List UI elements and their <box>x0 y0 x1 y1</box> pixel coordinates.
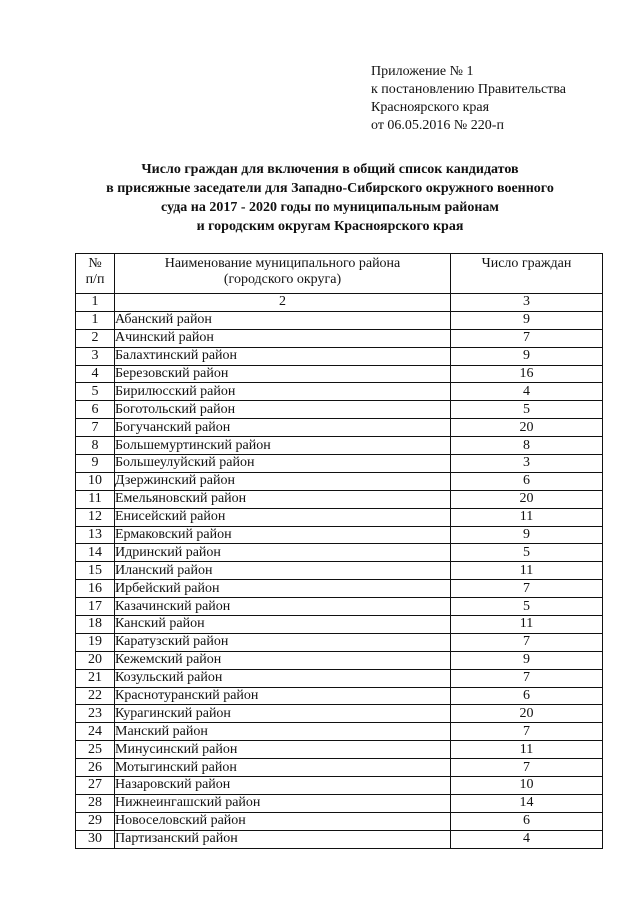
row-number: 20 <box>76 651 115 669</box>
table-row <box>76 580 603 598</box>
district-name: Каратузский район <box>115 633 451 651</box>
table-row <box>76 508 603 526</box>
row-number: 9 <box>76 455 115 473</box>
table-row <box>76 329 603 347</box>
district-name: Балахтинский район <box>115 347 451 365</box>
index-cell: 2 <box>115 294 451 312</box>
citizen-count: 16 <box>451 365 603 383</box>
table-row <box>76 401 603 419</box>
citizen-count: 5 <box>451 598 603 616</box>
citizen-count: 9 <box>451 651 603 669</box>
citizen-count: 6 <box>451 472 603 490</box>
row-number: 10 <box>76 472 115 490</box>
header-number-line1: № <box>88 256 102 271</box>
title-line: и городским округам Красноярского края <box>196 219 464 234</box>
district-name: Березовский район <box>115 365 451 383</box>
row-number: 28 <box>76 794 115 812</box>
district-name: Козульский район <box>115 669 451 687</box>
row-number: 30 <box>76 830 115 848</box>
table-row <box>76 812 603 830</box>
header-count <box>451 254 603 294</box>
table-row <box>76 490 603 508</box>
table-header-row <box>76 254 603 294</box>
district-name: Емельяновский район <box>115 490 451 508</box>
row-number: 12 <box>76 508 115 526</box>
table-index-row <box>76 294 603 312</box>
row-number: 23 <box>76 705 115 723</box>
table-row <box>76 472 603 490</box>
row-number: 11 <box>76 490 115 508</box>
row-number: 26 <box>76 759 115 777</box>
index-cell: 3 <box>451 294 603 312</box>
header-number <box>76 254 115 294</box>
appendix-line: от 06.05.2016 № 220-п <box>371 118 504 133</box>
table-row <box>76 687 603 705</box>
table-row <box>76 347 603 365</box>
district-name: Мотыгинский район <box>115 759 451 777</box>
row-number: 15 <box>76 562 115 580</box>
document-title <box>60 160 600 236</box>
header-number-line2: п/п <box>85 272 105 287</box>
table-row <box>76 723 603 741</box>
row-number: 14 <box>76 544 115 562</box>
citizen-count: 5 <box>451 401 603 419</box>
district-name: Идринский район <box>115 544 451 562</box>
row-number: 7 <box>76 419 115 437</box>
row-number: 1 <box>76 311 115 329</box>
table-row <box>76 437 603 455</box>
district-name: Богучанский район <box>115 419 451 437</box>
table-row <box>76 526 603 544</box>
citizen-count: 11 <box>451 508 603 526</box>
citizen-count: 11 <box>451 616 603 634</box>
district-name: Абанский район <box>115 311 451 329</box>
index-cell: 1 <box>76 294 115 312</box>
table-row <box>76 419 603 437</box>
header-name-line1: Наименование муниципального района <box>164 256 401 271</box>
table-row <box>76 794 603 812</box>
citizen-count: 5 <box>451 544 603 562</box>
table-row <box>76 562 603 580</box>
row-number: 22 <box>76 687 115 705</box>
citizen-count: 9 <box>451 347 603 365</box>
row-number: 3 <box>76 347 115 365</box>
row-number: 8 <box>76 437 115 455</box>
citizen-count: 4 <box>451 830 603 848</box>
citizen-count: 7 <box>451 759 603 777</box>
table-row <box>76 741 603 759</box>
district-name: Большеулуйский район <box>115 455 451 473</box>
row-number: 17 <box>76 598 115 616</box>
citizen-count: 20 <box>451 705 603 723</box>
row-number: 21 <box>76 669 115 687</box>
row-number: 13 <box>76 526 115 544</box>
table-row <box>76 759 603 777</box>
header-name <box>115 254 451 294</box>
district-name: Ачинский район <box>115 329 451 347</box>
row-number: 5 <box>76 383 115 401</box>
citizen-count: 20 <box>451 490 603 508</box>
citizen-count: 7 <box>451 329 603 347</box>
table-row <box>76 598 603 616</box>
district-name: Большемуртинский район <box>115 437 451 455</box>
row-number: 24 <box>76 723 115 741</box>
row-number: 6 <box>76 401 115 419</box>
row-number: 4 <box>76 365 115 383</box>
table-row <box>76 616 603 634</box>
appendix-line: к постановлению Правительства <box>371 82 567 97</box>
citizens-table <box>75 253 603 849</box>
citizen-count: 11 <box>451 562 603 580</box>
header-count-label: Число граждан <box>481 256 572 271</box>
district-name: Новоселовский район <box>115 812 451 830</box>
citizen-count: 7 <box>451 669 603 687</box>
table-row <box>76 383 603 401</box>
citizen-count: 8 <box>451 437 603 455</box>
citizen-count: 9 <box>451 526 603 544</box>
citizen-count: 6 <box>451 812 603 830</box>
table-row <box>76 830 603 848</box>
table-row <box>76 365 603 383</box>
district-name: Минусинский район <box>115 741 451 759</box>
citizen-count: 7 <box>451 580 603 598</box>
table-row <box>76 705 603 723</box>
appendix-block <box>371 63 566 135</box>
district-name: Партизанский район <box>115 830 451 848</box>
citizen-count: 11 <box>451 741 603 759</box>
appendix-line: Красноярского края <box>371 100 490 115</box>
row-number: 19 <box>76 633 115 651</box>
citizen-count: 10 <box>451 777 603 795</box>
table-row <box>76 669 603 687</box>
table-row <box>76 633 603 651</box>
district-name: Казачинский район <box>115 598 451 616</box>
district-name: Манский район <box>115 723 451 741</box>
appendix-line: Приложение № 1 <box>371 64 474 79</box>
table-row <box>76 544 603 562</box>
district-name: Енисейский район <box>115 508 451 526</box>
table-row <box>76 777 603 795</box>
citizen-count: 6 <box>451 687 603 705</box>
row-number: 29 <box>76 812 115 830</box>
row-number: 27 <box>76 777 115 795</box>
citizen-count: 3 <box>451 455 603 473</box>
citizen-count: 7 <box>451 633 603 651</box>
district-name: Ермаковский район <box>115 526 451 544</box>
district-name: Нижнеингашский район <box>115 794 451 812</box>
district-name: Кежемский район <box>115 651 451 669</box>
citizen-count: 20 <box>451 419 603 437</box>
row-number: 18 <box>76 616 115 634</box>
citizen-count: 9 <box>451 311 603 329</box>
table-row <box>76 311 603 329</box>
row-number: 2 <box>76 329 115 347</box>
district-name: Иланский район <box>115 562 451 580</box>
header-name-line2: (городского округа) <box>223 272 342 287</box>
district-name: Курагинский район <box>115 705 451 723</box>
title-line: в присяжные заседатели для Западно-Сибирского окружного военного <box>106 181 554 196</box>
table-row <box>76 651 603 669</box>
row-number: 25 <box>76 741 115 759</box>
title-line: Число граждан для включения в общий список кандидатов <box>141 162 519 177</box>
district-name: Дзержинский район <box>115 472 451 490</box>
district-name: Краснотуранский район <box>115 687 451 705</box>
district-name: Канский район <box>115 616 451 634</box>
citizen-count: 4 <box>451 383 603 401</box>
district-name: Бирилюсский район <box>115 383 451 401</box>
citizen-count: 7 <box>451 723 603 741</box>
district-name: Назаровский район <box>115 777 451 795</box>
citizen-count: 14 <box>451 794 603 812</box>
district-name: Ирбейский район <box>115 580 451 598</box>
district-name: Боготольский район <box>115 401 451 419</box>
table-row <box>76 455 603 473</box>
row-number: 16 <box>76 580 115 598</box>
title-line: суда на 2017 - 2020 годы по муниципальным районам <box>161 200 499 215</box>
